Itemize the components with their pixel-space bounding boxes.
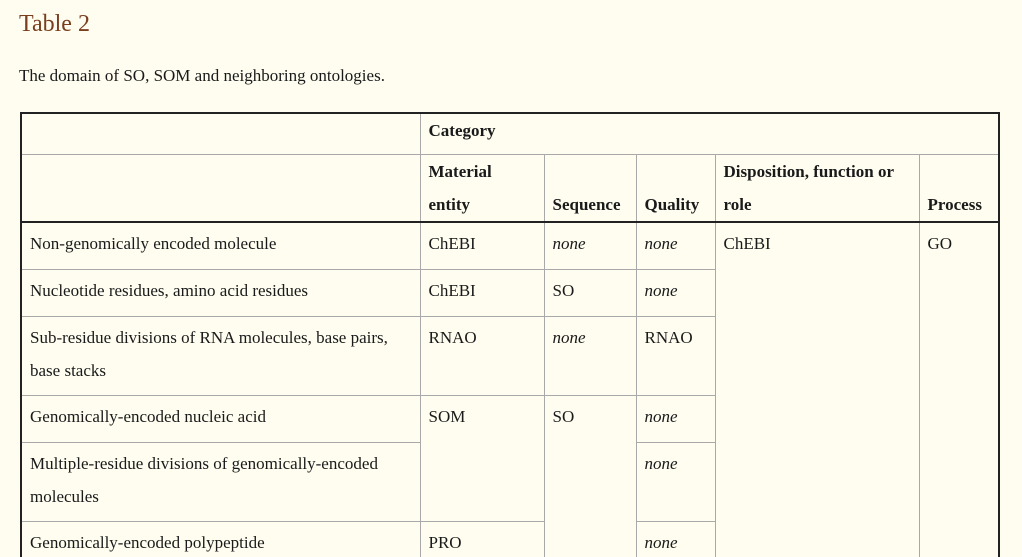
cell-text: none (644, 454, 678, 473)
header-disposition: Disposition, function or role (715, 155, 919, 223)
cell-text: none (644, 533, 678, 552)
cell-text: none (644, 407, 678, 426)
table-header-row-columns (21, 155, 999, 223)
table-caption: The domain of SO, SOM and neighboring ontologies. (19, 66, 385, 85)
cell-text: none (552, 234, 586, 253)
cell-quality (636, 396, 715, 443)
cell-disposition: ChEBI (715, 222, 919, 557)
cell-sequence: SO (544, 270, 636, 317)
cell-sequence: SO (544, 396, 636, 557)
cell-material: ChEBI (420, 270, 544, 317)
cell-material: SOM (420, 396, 544, 522)
cell-text: none (644, 234, 678, 253)
cell-quality (636, 522, 715, 557)
header-empty-cell (21, 155, 420, 223)
header-sequence: Sequence (544, 155, 636, 223)
row-label: Genomically-encoded nucleic acid (21, 396, 420, 443)
header-material-entity: Material entity (420, 155, 544, 223)
cell-process: GO (919, 222, 999, 557)
header-empty-cell (21, 113, 420, 155)
row-label: Non-genomically encoded molecule (21, 222, 420, 270)
cell-text: none (552, 328, 586, 347)
cell-material: PRO (420, 522, 544, 557)
header-process: Process (919, 155, 999, 223)
cell-material: ChEBI (420, 222, 544, 270)
table-title: Table 2 (19, 11, 90, 37)
cell-quality (636, 443, 715, 522)
row-label: Nucleotide residues, amino acid residues (21, 270, 420, 317)
cell-text: none (644, 281, 678, 300)
cell-sequence (544, 222, 636, 270)
cell-quality (636, 222, 715, 270)
table-header-row-category (21, 113, 999, 155)
row-label: Genomically-encoded polypeptide (21, 522, 420, 557)
cell-quality (636, 270, 715, 317)
row-label: Sub-residue divisions of RNA molecules, base pairs, base stacks (21, 317, 420, 396)
header-quality: Quality (636, 155, 715, 223)
header-category: Category (420, 113, 999, 155)
row-label: Multiple-residue divisions of genomically-encoded molecules (21, 443, 420, 522)
cell-sequence (544, 317, 636, 396)
table-row (21, 222, 999, 270)
cell-quality: RNAO (636, 317, 715, 396)
ontology-domain-table (20, 112, 1000, 557)
cell-material: RNAO (420, 317, 544, 396)
